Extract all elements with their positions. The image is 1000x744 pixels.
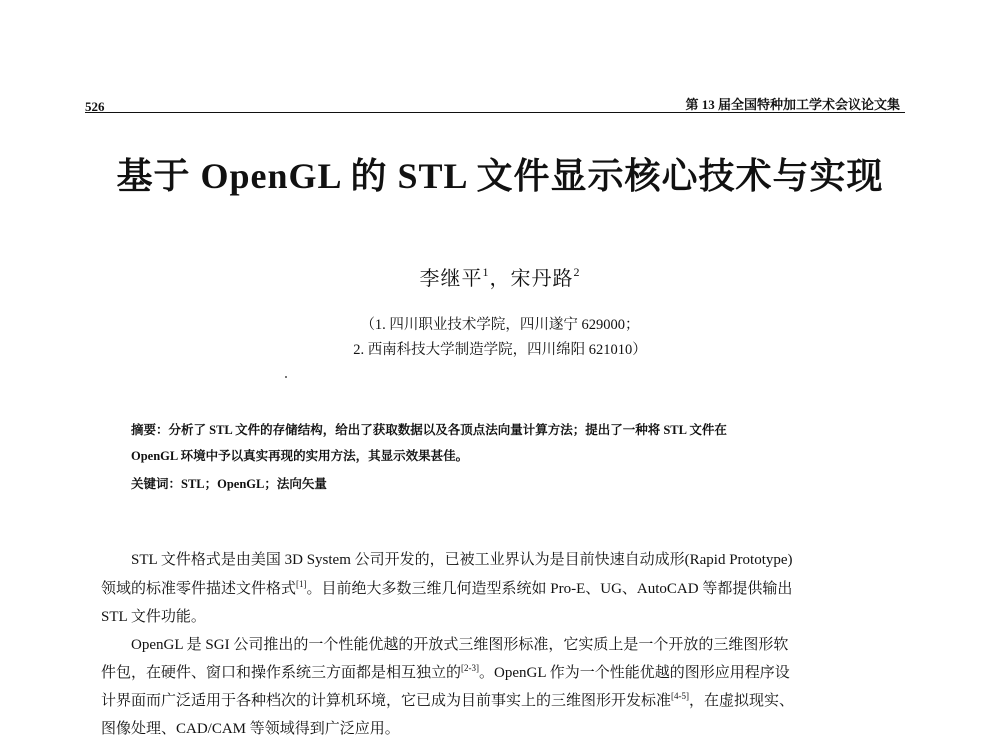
page-number: 526 [85, 99, 105, 114]
body-text: 计界面而广泛适用于各种档次的计算机环境，它已成为目前事实上的三维图形开发标准 [101, 693, 672, 709]
body-text-line: STL 文件格式是由美国 3D System 公司开发的，已被工业界认为是目前快速自动成形(Rapid Prototype) [131, 552, 793, 568]
affiliation-line: （1. 四川职业技术学院，四川遂宁 629000； [360, 317, 640, 333]
body-text: 。目前绝大多数三维几何造型系统如 Pro-E、UG、AutoCAD 等都提供输出 [306, 581, 793, 597]
keywords: 关键词：STL；OpenGL；法向矢量 [131, 477, 327, 491]
body-text: 。OpenGL 作为一个性能优越的图形应用程序设 [479, 665, 790, 681]
body-text-line [101, 577, 792, 598]
running-header: 第 13 届全国特种加工学术会议论文集 [685, 97, 900, 112]
body-text-line [101, 689, 794, 710]
abstract-line: 摘要：分析了 STL 文件的存储结构，给出了获取数据以及各顶点法向量计算方法；提出了一种将 STL 文件在 [131, 423, 727, 437]
body-text-line: OpenGL 是 SGI 公司推出的一个性能优越的开放式三维图形标准，它实质上是一个开放的三维图形软 [131, 637, 789, 653]
header-rule [85, 112, 905, 113]
authors [0, 262, 1000, 291]
body-text-line [101, 661, 790, 682]
author-name: 宋丹路 [510, 268, 574, 290]
paper-title: 基于 OpenGL 的 STL 文件显示核心技术与实现 [116, 156, 884, 196]
body-text-line: 图像处理、CAD/CAM 等领域得到广泛应用。 [101, 721, 400, 737]
affiliation-marker: 2 [573, 265, 581, 279]
affiliation-marker: 1 [482, 265, 490, 279]
author-name: 李继平 [419, 268, 483, 290]
author-separator: ， [489, 268, 511, 290]
citation-ref: [4-5] [671, 691, 690, 701]
body-text: ，在虚拟现实、 [689, 693, 795, 709]
affiliation-line: 2. 西南科技大学制造学院，四川绵阳 621010） [353, 342, 647, 358]
abstract-line: OpenGL 环境中予以真实再现的实用方法，其显示效果甚佳。 [131, 449, 469, 463]
body-text-line: STL 文件功能。 [101, 609, 206, 625]
citation-ref: [1] [296, 579, 307, 589]
citation-ref: [2-3] [461, 663, 480, 673]
scan-speck [285, 376, 287, 378]
body-text: 领域的标准零件描述文件格式 [101, 581, 297, 597]
body-text: 件包，在硬件、窗口和操作系统三方面都是相互独立的 [101, 665, 462, 681]
